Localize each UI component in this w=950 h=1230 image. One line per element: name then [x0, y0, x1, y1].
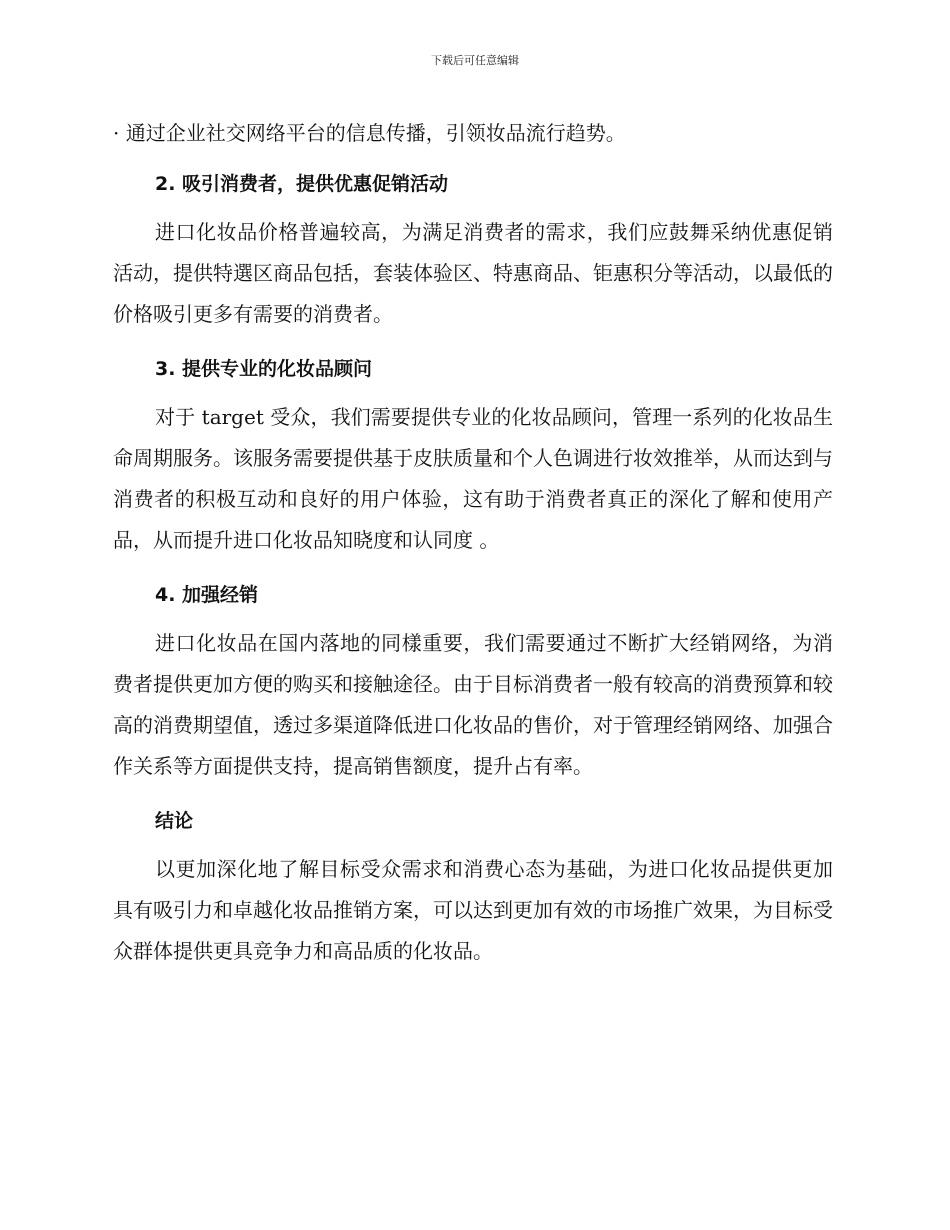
section-heading: 2. 吸引消费者，提供优惠促销活动: [155, 173, 449, 195]
section-paragraph: 以更加深化地了解目标受众需求和消费心态为基础，为进口化妆品提供更加具有吸引力和卓越化妆品推销方案，可以达到更加有效的市场推广效果，为目标受众群体提供更具竞争力和高品质的化妆品。: [113, 857, 833, 963]
section-heading: 4. 加强经销: [155, 584, 259, 606]
document-body: [113, 113, 833, 990]
section-paragraph: 对于 target 受众，我们需要提供专业的化妆品顾问，管理一系列的化妆品生命周期服务。该服务需要提供基于皮肤质量和个人色调进行妆效推举，从而达到与消费者的积极互动和良好的用户体验，这有助于消费者真正的深化了解和使用产品，从而提升进口化妆品知晓度和认同度 。: [113, 405, 833, 552]
section-promotions: [113, 168, 833, 335]
section-heading: 3. 提供专业的化妆品顾问: [155, 358, 373, 380]
section-distribution: [113, 579, 833, 787]
section-heading: 结论: [155, 810, 194, 832]
bullet-paragraph: · 通过企业社交网络平台的信息传播，引领妆品流行趋势。: [113, 121, 626, 145]
section-paragraph: 进口化妆品价格普遍较高，为满足消费者的需求，我们应鼓舞采纳优惠促销活动，提供特選区商品包括，套装体验区、特惠商品、钜惠积分等活动，以最低的价格吸引更多有需要的消费者。: [113, 220, 833, 326]
section-paragraph: 进口化妆品在国内落地的同樣重要，我们需要通过不断扩大经销网络，为消费者提供更加方便的购买和接触途径。由于目标消费者一般有较高的消费预算和较高的消费期望值，透过多渠道降低进口化妆品的售价，对于管理经销网络、加强合作关系等方面提供支持，提高销售额度，提升占有率。: [113, 631, 833, 778]
section-consultant: [113, 353, 833, 561]
page-header: 下载后可任意编辑: [431, 54, 519, 67]
section-conclusion: [113, 805, 833, 972]
